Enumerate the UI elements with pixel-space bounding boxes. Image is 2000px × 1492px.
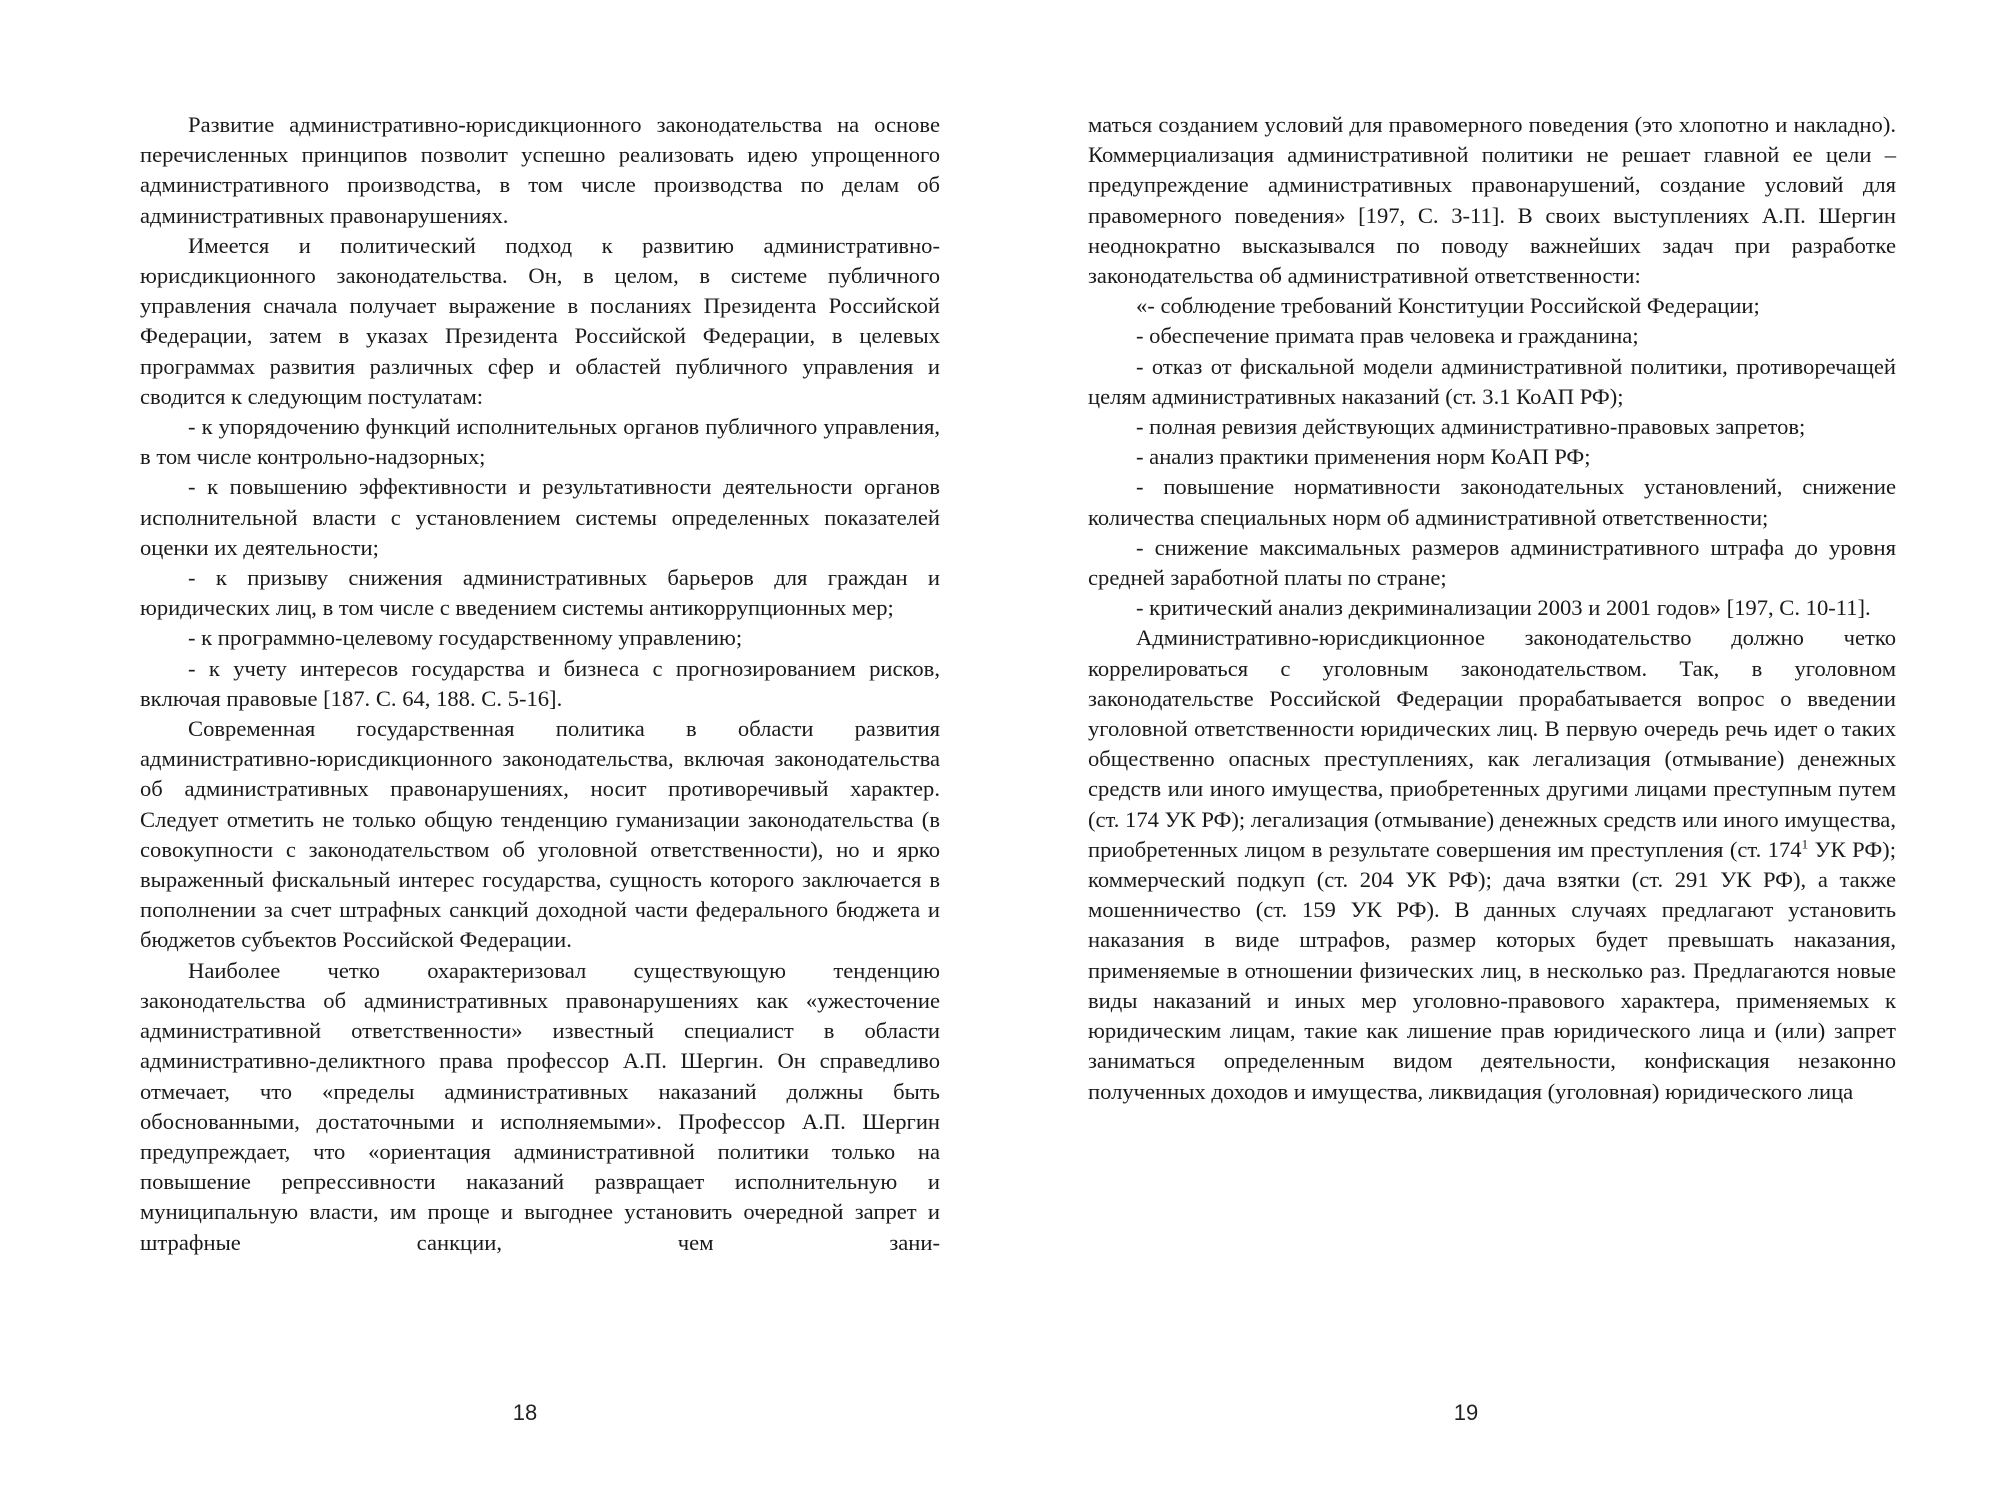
paragraph-text-part: Административно-юрисдикционное законодательство должно четко коррелироваться с уголовным законодательством. Так, в уголовном законодательстве Российской Федерации прорабатывается вопрос о введении уголовной ответственности юридических лиц. В первую очередь речь идет о таких общественно опасных преступлениях, как легализация (отмывание) денежных средств или иного имущества, приобретенных другими лицами преступным путем (ст. 174 УК РФ); легализация (отмывание) денежных средств или иного имущества, приобретенных лицом в результате совершения им преступления (ст. 174	[1088, 625, 1896, 862]
left-page	[140, 110, 940, 1258]
quote-list-item: - отказ от фискальной модели административной политики, противоречащей целям административных наказаний (ст. 3.1 КоАП РФ);	[1088, 353, 1896, 409]
right-page-text	[1088, 110, 1896, 1107]
paragraph: Развитие административно-юрисдикционного законодательства на основе перечисленных принципов позволит успешно реализовать идею упрощенного административного производства, в том числе производства по делам об административных правонарушениях.	[140, 112, 940, 228]
quote-list-item: - полная ревизия действующих административно-правовых запретов;	[1136, 414, 1806, 440]
superscript: 1	[1801, 836, 1809, 852]
quote-list-item: - повышение нормативности законодательных установлений, снижение количества специальных норм об административной ответственности;	[1088, 474, 1896, 530]
list-item: - к учету интересов государства и бизнеса с прогнозированием рисков, включая правовые [187. С. 64, 188. С. 5-16].	[140, 655, 940, 711]
paragraph: Современная государственная политика в области развития административно-юрисдикционного законодательства, включая законодательства об административных правонарушениях, носит противоречивый характер. Следует отметить не только общую тенденцию гуманизации законодательства (в совокупности с законодательством об уголовной ответственности), но и ярко выраженный фискальный интерес государства, сущность которого заключается в пополнении за счет штрафных санкций доходной части федерального бюджета и бюджетов субъектов Российской Федерации.	[140, 716, 940, 953]
list-item: - к упорядочению функций исполнительных органов публичного управления, в том числе контрольно-надзорных;	[140, 414, 940, 470]
list-item: - к программно-целевому государственному управлению;	[188, 625, 743, 651]
paragraph-continuation: маться созданием условий для правомерного поведения (это хлопотно и накладно). Коммерциализация административной политики не решает главной ее цели – предупреждение административных правонарушений, создание условий для правомерного поведения» [197, С. 3-11]. В своих выступлениях А.П. Шергин неоднократно высказывался по поводу важнейших задач при разработке законодательства об административной ответственности:	[1088, 112, 1896, 289]
quote-list-item: - снижение максимальных размеров административного штрафа до уровня средней заработной платы по стране;	[1088, 534, 1896, 591]
quote-list-item: - обеспечение примата прав человека и гражданина;	[1136, 323, 1639, 349]
left-page-text	[140, 110, 940, 1258]
list-item: - к повышению эффективности и результативности деятельности органов исполнительной власти с установлением системы определенных показателей оценки их деятельности;	[140, 474, 940, 560]
paragraph: Имеется и политический подход к развитию административно-юрисдикционного законодательства. Он, в целом, в системе публичного управления сначала получает выражение в посланиях Президента Российской Федерации, затем в указах Президента Российской Федерации, в целевых программах развития различных сфер и областей публичного управления и сводится к следующим постулатам:	[140, 232, 940, 409]
paragraph: Наиболее четко охарактеризовал существующую тенденцию законодательства об административных правонарушениях как «ужесточение административной ответственности» известный специалист в области административно-деликтного права профессор А.П. Шергин. Он справедливо отмечает, что «пределы административных наказаний должны быть обоснованными, достаточными и исполняемыми». Профессор А.П. Шергин предупреждает, что «ориентация административной политики только на повышение репрессивности наказаний развращает исполнительную и муниципальную власти, им проще и выгоднее установить очередной запрет и штрафные санкции, чем зани-	[140, 957, 940, 1255]
right-page	[1088, 110, 1896, 1107]
quote-list-item: - анализ практики применения норм КоАП РФ;	[1136, 444, 1591, 470]
quote-list-item: - критический анализ декриминализации 2003 и 2001 годов» [197, С. 10-11].	[1136, 595, 1871, 621]
paragraph	[1088, 623, 1896, 1106]
quote-list-item: «- соблюдение требований Конституции Российской Федерации;	[1136, 293, 1760, 319]
list-item: - к призыву снижения административных барьеров для граждан и юридических лиц, в том числе с введением системы антикоррупционных мер;	[140, 565, 940, 621]
page-number-left: 18	[512, 1400, 538, 1425]
page-number-right: 19	[1453, 1400, 1479, 1425]
paragraph-text-part: УК РФ); коммерческий подкуп (ст. 204 УК РФ); дача взятки (ст. 291 УК РФ), а также мошенничество (ст. 159 УК РФ). В данных случаях предлагают установить наказания в виде штрафов, размер которых будет превышать наказания, применяемые в отношении физических лиц, в несколько раз. Предлагаются новые виды наказаний и иных мер уголовно-правового характера, применяемых к юридическим лицам, такие как лишение прав юридического лица и (или) запрет заниматься определенным видом деятельности, конфискация незаконно полученных доходов и имущества, ликвидация (уголовная) юридического лица	[1088, 836, 1896, 1104]
